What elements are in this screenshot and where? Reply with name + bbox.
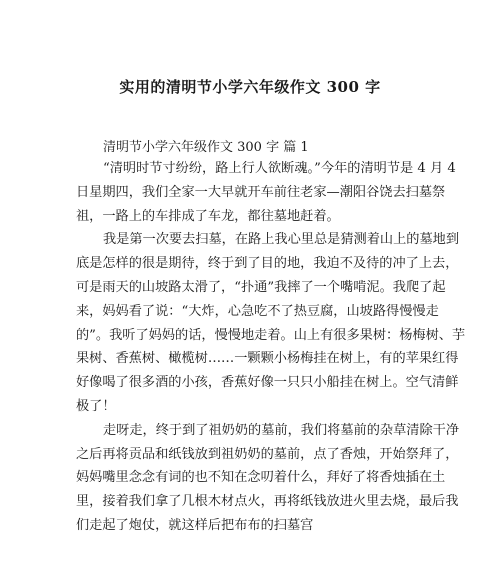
text-line: 的”。我听了妈妈的话，慢慢地走着。山上有很多果树：杨梅树、芋 — [76, 327, 466, 343]
section-heading: 清明节小学六年级作文 300 字 篇 1 — [103, 140, 309, 155]
text-line: 里，接着我们拿了几根木材点火，再将纸钱放进火里去烧，最后我 — [76, 494, 459, 510]
text-line: 极了！ — [76, 398, 116, 414]
text-line: 好像喝了很多酒的小孩，香蕉好像一只只小船挂在树上。空气清鲜 — [76, 375, 459, 391]
text-line: “清明时节寸纷纷，路上行人欲断魂。”今年的清明节是 4 月 4 — [103, 161, 456, 176]
text-line: 祖，一路上的车排成了车龙，都往墓地赶着。 — [76, 208, 340, 224]
text-line: 底是怎样的很是期待，终于到了目的地，我迫不及待的冲了上去， — [76, 256, 459, 272]
text-line: 可是雨天的山坡路太滑了，“扑通”我摔了一个嘴啃泥。我爬了起 — [76, 279, 446, 295]
text-line: 妈妈嘴里念念有词的也不知在念叨着什么，拜好了将香烛插在土 — [76, 470, 446, 486]
essay-body — [76, 157, 466, 533]
text-line: 走呀走，终于到了祖奶奶的墓前，我们将墓前的杂草清除干净 — [103, 422, 460, 438]
text-line: 们走起了炮仗，就这样后把布布的扫墓宫 — [76, 517, 314, 533]
text-line: 来，妈妈看了说：“大炸，心急吃不了热豆腐，山坡路得慢慢走 — [76, 303, 439, 319]
text-line: 日星期四，我们全家一大早就开车前往老家—潮阳谷饶去扫墓祭 — [76, 184, 446, 200]
text-line: 果树、香蕉树、橄榄树……一颗颗小杨梅挂在树上，有的苹果红得 — [76, 351, 459, 367]
text-line: 我是第一次要去扫墓，在路上我心里总是猜测着山上的墓地到 — [103, 232, 460, 248]
text-line: 之后再将贡品和纸钱放到祖奶奶的墓前，点了香烛，开始祭拜了， — [76, 446, 459, 462]
document-title: 实用的清明节小学六年级作文 300 字 — [119, 78, 381, 96]
